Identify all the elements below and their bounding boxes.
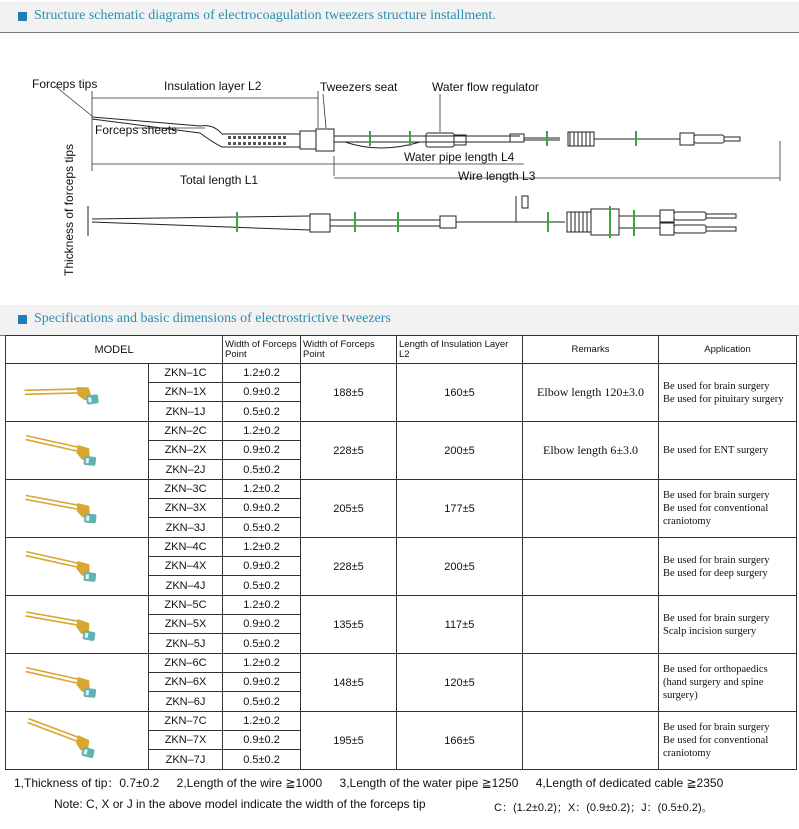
width-cell: 0.5±0.2 — [223, 692, 301, 712]
model-cell: ZKN–4C — [149, 538, 223, 557]
remarks-cell — [523, 654, 659, 712]
application-line: Be used for brain surgery — [663, 612, 770, 624]
width-cell: 0.5±0.2 — [223, 750, 301, 770]
remarks-cell — [523, 538, 659, 596]
application-line: Be used for orthopaedics (hand surgery and spine surgery) — [663, 664, 768, 701]
width-cell: 0.9±0.2 — [223, 499, 301, 518]
length-cell: 135±5 — [301, 596, 397, 654]
length-cell: 205±5 — [301, 480, 397, 538]
application-line: Be used for conventional craniotomy — [663, 735, 769, 759]
width-cell: 0.9±0.2 — [223, 441, 301, 460]
label-wire-length: Wire length L3 — [458, 169, 536, 183]
application-line: Scalp incision surgery — [663, 625, 757, 637]
tweezers-structure-diagram — [0, 36, 799, 301]
specifications-table — [5, 335, 797, 770]
label-forceps-sheets: Forceps sheets — [95, 123, 178, 137]
header-application: Application — [659, 336, 797, 364]
section-header-structure — [0, 2, 799, 33]
header-model: MODEL — [6, 336, 223, 364]
remarks-cell — [523, 480, 659, 538]
width-cell: 0.5±0.2 — [223, 576, 301, 596]
width-cell: 0.5±0.2 — [223, 518, 301, 538]
insulation-cell: 200±5 — [397, 538, 523, 596]
application-cell — [659, 538, 797, 596]
application-line: Be used for pituitary surgery — [663, 393, 784, 405]
label-insulation-layer: Insulation layer L2 — [164, 79, 262, 93]
bullet-square-icon — [18, 315, 27, 324]
application-line: Be used for deep surgery — [663, 567, 768, 579]
section-title: Structure schematic diagrams of electrocoagulation tweezers structure installment. — [34, 8, 496, 23]
insulation-cell: 117±5 — [397, 596, 523, 654]
remarks-cell: Elbow length 120±3.0 — [523, 364, 659, 422]
table-row — [6, 422, 797, 441]
note-width-codes: C：(1.2±0.2)；X：(0.9±0.2)；J：(0.5±0.2)。 — [494, 802, 713, 814]
table-row — [6, 364, 797, 383]
remarks-cell — [523, 596, 659, 654]
remarks-cell — [523, 712, 659, 770]
tweezers-thumbnail — [6, 712, 149, 770]
model-cell: ZKN–4J — [149, 576, 223, 596]
note-wire-length: 2,Length of the wire ≧1000 — [176, 776, 323, 790]
application-line: Be used for brain surgery — [663, 490, 770, 501]
tweezers-image — [17, 485, 137, 529]
application-cell — [659, 596, 797, 654]
model-cell: ZKN–7C — [149, 712, 223, 731]
section-header-specifications — [0, 305, 799, 336]
model-cell: ZKN–2X — [149, 441, 223, 460]
length-cell: 228±5 — [301, 422, 397, 480]
model-cell: ZKN–6C — [149, 654, 223, 673]
width-cell: 1.2±0.2 — [223, 538, 301, 557]
tweezers-image — [17, 659, 137, 703]
insulation-cell: 200±5 — [397, 422, 523, 480]
model-cell: ZKN–3C — [149, 480, 223, 499]
insulation-cell: 177±5 — [397, 480, 523, 538]
tweezers-thumbnail — [6, 654, 149, 712]
tweezers-thumbnail — [6, 538, 149, 596]
width-cell: 1.2±0.2 — [223, 654, 301, 673]
table-row — [6, 480, 797, 499]
model-cell: ZKN–5J — [149, 634, 223, 654]
width-cell: 0.5±0.2 — [223, 402, 301, 422]
top-tweezers-drawing — [92, 117, 740, 151]
table-header-row — [6, 336, 797, 364]
model-cell: ZKN–1C — [149, 364, 223, 383]
length-cell: 148±5 — [301, 654, 397, 712]
note-thickness: 1,Thickness of tip：0.7±0.2 — [14, 776, 160, 790]
model-cell: ZKN–3J — [149, 518, 223, 538]
application-cell — [659, 422, 797, 480]
note-model-suffix: Note: C, X or J in the above model indicate the width of the forceps tip — [54, 797, 426, 811]
model-cell: ZKN–7J — [149, 750, 223, 770]
width-cell: 0.5±0.2 — [223, 634, 301, 654]
table-row — [6, 538, 797, 557]
model-cell: ZKN–3X — [149, 499, 223, 518]
model-cell: ZKN–6X — [149, 673, 223, 692]
width-cell: 0.9±0.2 — [223, 673, 301, 692]
length-cell: 195±5 — [301, 712, 397, 770]
note-water-pipe: 3,Length of the water pipe ≧1250 — [339, 776, 519, 790]
tweezers-thumbnail — [6, 422, 149, 480]
header-remarks: Remarks — [523, 336, 659, 364]
section-title: Specifications and basic dimensions of electrostrictive tweezers — [34, 311, 391, 326]
application-line: Be used for ENT surgery — [663, 445, 769, 456]
width-cell: 1.2±0.2 — [223, 480, 301, 499]
tweezers-image — [17, 717, 137, 761]
length-cell: 188±5 — [301, 364, 397, 422]
model-cell: ZKN–7X — [149, 731, 223, 750]
model-cell: ZKN–2C — [149, 422, 223, 441]
width-cell: 1.2±0.2 — [223, 364, 301, 383]
application-cell — [659, 712, 797, 770]
tweezers-thumbnail — [6, 364, 149, 422]
tweezers-thumbnail — [6, 596, 149, 654]
label-total-length: Total length L1 — [180, 173, 259, 187]
label-tweezers-seat: Tweezers seat — [320, 80, 398, 94]
label-forceps-tips: Forceps tips — [32, 77, 98, 91]
model-cell: ZKN–1X — [149, 383, 223, 402]
insulation-cell: 160±5 — [397, 364, 523, 422]
width-cell: 0.9±0.2 — [223, 383, 301, 402]
label-water-pipe-length: Water pipe length L4 — [404, 150, 515, 164]
label-thickness: Thickness of forceps tips — [62, 143, 76, 276]
model-cell: ZKN–1J — [149, 402, 223, 422]
application-cell — [659, 654, 797, 712]
model-cell: ZKN–5X — [149, 615, 223, 634]
bullet-square-icon — [18, 12, 27, 21]
header-insulation-length: Length of Insulation Layer L2 — [397, 336, 523, 364]
width-cell: 1.2±0.2 — [223, 422, 301, 441]
model-cell: ZKN–2J — [149, 460, 223, 480]
length-cell: 228±5 — [301, 538, 397, 596]
width-cell: 0.9±0.2 — [223, 731, 301, 750]
table-row — [6, 654, 797, 673]
application-line: Be used for brain surgery — [663, 554, 770, 566]
application-line: Be used for conventional craniotomy — [663, 503, 769, 527]
footer-notes — [14, 774, 737, 791]
width-cell: 0.9±0.2 — [223, 557, 301, 576]
model-cell: ZKN–4X — [149, 557, 223, 576]
table-row — [6, 596, 797, 615]
tweezers-image — [17, 601, 137, 645]
insulation-cell: 120±5 — [397, 654, 523, 712]
application-cell — [659, 364, 797, 422]
tweezers-image — [17, 369, 137, 413]
model-cell: ZKN–5C — [149, 596, 223, 615]
width-cell: 1.2±0.2 — [223, 712, 301, 731]
insulation-cell: 166±5 — [397, 712, 523, 770]
width-cell: 0.9±0.2 — [223, 615, 301, 634]
remarks-cell: Elbow length 6±3.0 — [523, 422, 659, 480]
tweezers-image — [17, 427, 137, 471]
model-cell: ZKN–6J — [149, 692, 223, 712]
tweezers-thumbnail — [6, 480, 149, 538]
tweezers-image — [17, 543, 137, 587]
application-line: Be used for brain surgery — [663, 722, 770, 733]
table-row — [6, 712, 797, 731]
application-line: Be used for brain surgery — [663, 380, 770, 392]
header-length-point: Width of Forceps Point — [301, 336, 397, 364]
width-cell: 1.2±0.2 — [223, 596, 301, 615]
header-width-point: Width of Forceps Point — [223, 336, 301, 364]
application-cell — [659, 480, 797, 538]
note-cable-length: 4,Length of dedicated cable ≧2350 — [535, 776, 724, 790]
width-cell: 0.5±0.2 — [223, 460, 301, 480]
bottom-tweezers-drawing — [88, 196, 736, 238]
label-water-flow-regulator: Water flow regulator — [432, 80, 539, 94]
